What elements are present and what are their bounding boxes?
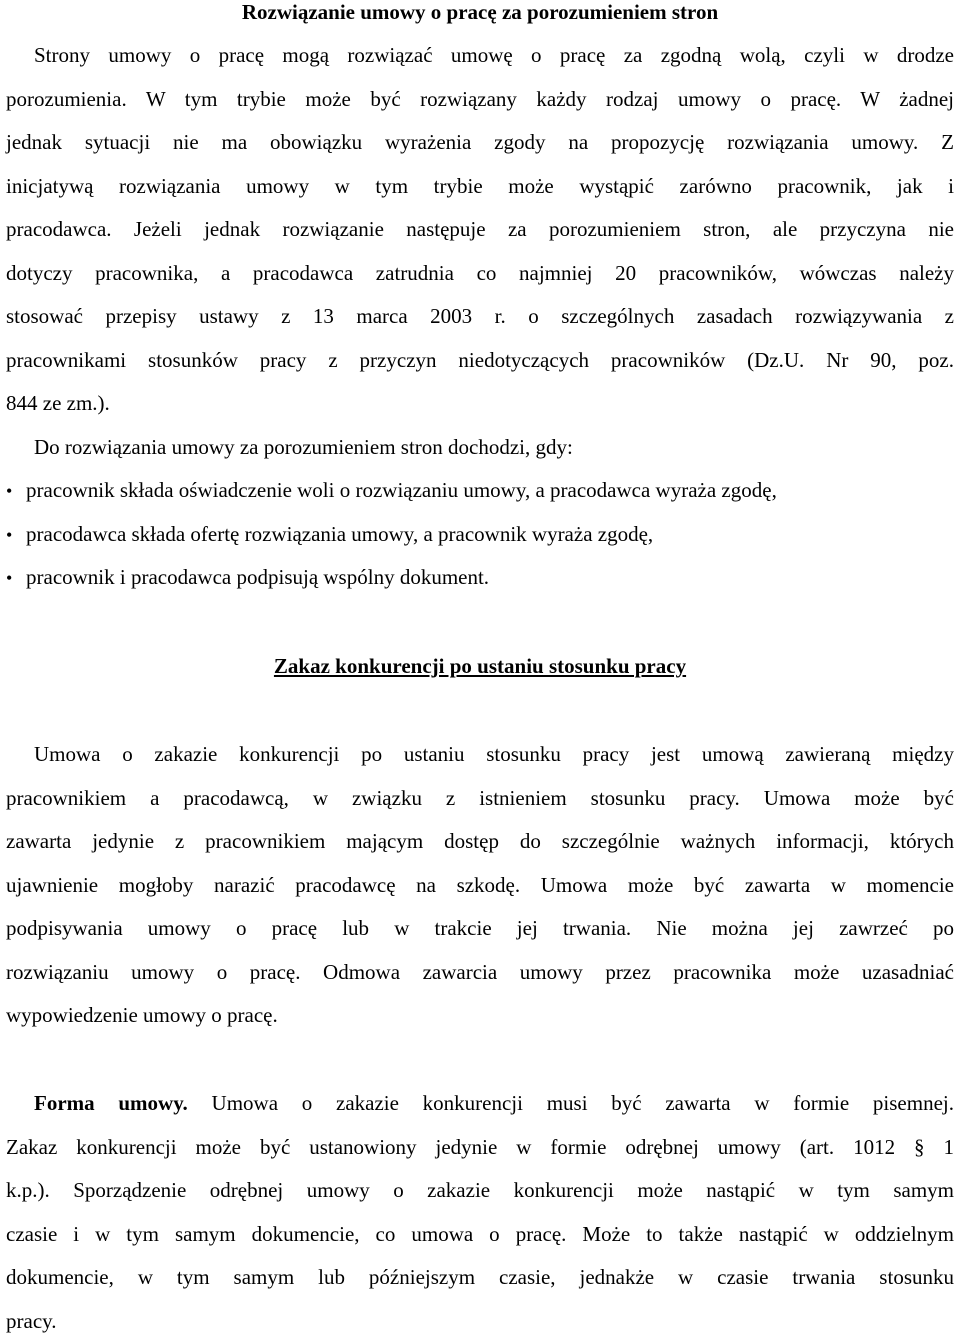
paragraph-line: dokumencie, w tym samym lub późniejszym czasie, jednakże w czasie trwania stosunku bbox=[6, 1265, 954, 1289]
list-item-text: pracownik i pracodawca podpisują wspólny dokument. bbox=[26, 565, 490, 589]
list-intro: Do rozwiązania umowy za porozumieniem stron dochodzi, gdy: bbox=[34, 435, 573, 459]
paragraph-line: jednak sytuacji nie ma obowiązku wyrażenia zgody na propozycję rozwiązania umowy. Z bbox=[6, 130, 954, 154]
paragraph-line: pracodawca. Jeżeli jednak rozwiązanie następuje za porozumieniem stron, ale przyczyna nie bbox=[6, 217, 954, 241]
paragraph-line: pracownikami stosunków pracy z przyczyn niedotyczących pracowników (Dz.U. Nr 90, poz. bbox=[6, 348, 954, 372]
forma-first-line-text: Umowa o zakazie konkurencji musi być zawarta w formie pisemnej. bbox=[211, 1091, 954, 1115]
paragraph-line: pracownikiem a pracodawcą, w związku z istnieniem stosunku pracy. Umowa może być bbox=[6, 786, 954, 810]
paragraph-line: inicjatywą rozwiązania umowy w tym trybie może wystąpić zarówno pracownik, jak i bbox=[6, 174, 954, 198]
paragraph-line: 844 ze zm.). bbox=[6, 391, 110, 415]
paragraph-line: podpisywania umowy o pracę lub w trakcie jej trwania. Nie można jej zawrzeć po bbox=[6, 916, 954, 940]
section-title: Zakaz konkurencji po ustaniu stosunku pracy bbox=[273, 654, 687, 678]
list-item bbox=[6, 476, 954, 505]
paragraph-line: wypowiedzenie umowy o pracę. bbox=[6, 1003, 278, 1027]
paragraph-line: Umowa o zakazie konkurencji po ustaniu stosunku pracy jest umową zawieraną między bbox=[34, 742, 954, 766]
paragraph-line: rozwiązaniu umowy o pracę. Odmowa zawarcia umowy przez pracownika może uzasadniać bbox=[6, 960, 954, 984]
paragraph-line: ujawnienie mogłoby narazić pracodawcę na szkodę. Umowa może być zawarta w momencie bbox=[6, 873, 954, 897]
paragraph-line: k.p.). Sporządzenie odrębnej umowy o zakazie konkurencji może nastąpić w tym samym bbox=[6, 1178, 954, 1202]
paragraph-line: porozumienia. W tym trybie może być rozwiązany każdy rodzaj umowy o pracę. W żadnej bbox=[6, 87, 954, 111]
section-title: Rozwiązanie umowy o pracę za porozumieniem stron bbox=[241, 0, 719, 24]
forma-label: Forma umowy. bbox=[34, 1091, 188, 1115]
paragraph-line: czasie i w tym samym dokumencie, co umowa o pracę. Może to także nastąpić w oddzielnym bbox=[6, 1222, 954, 1246]
paragraph-line: stosować przepisy ustawy z 13 marca 2003 r. o szczególnych zasadach rozwiązywania z bbox=[6, 304, 954, 328]
list-item-text: pracownik składa oświadczenie woli o rozwiązaniu umowy, a pracodawca wyraża zgodę, bbox=[26, 478, 777, 502]
bullet-icon: • bbox=[6, 568, 13, 588]
paragraph-line: zawarta jedynie z pracownikiem mającym dostęp do szczególnie ważnych informacji, których bbox=[6, 829, 954, 853]
bullet-icon: • bbox=[6, 481, 13, 501]
paragraph-line: dotyczy pracownika, a pracodawca zatrudnia co najmniej 20 pracowników, wówczas należy bbox=[6, 261, 954, 285]
list-item bbox=[6, 520, 954, 549]
paragraph-line: Zakaz konkurencji może być ustanowiony jedynie w formie odrębnej umowy (art. 1012 § 1 bbox=[6, 1135, 954, 1159]
bullet-icon: • bbox=[6, 525, 13, 545]
list-item bbox=[6, 563, 954, 592]
paragraph-line: pracy. bbox=[6, 1309, 57, 1333]
list-item-text: pracodawca składa ofertę rozwiązania umowy, a pracownik wyraża zgodę, bbox=[26, 522, 654, 546]
paragraph-line: Strony umowy o pracę mogą rozwiązać umowę o pracę za zgodną wolą, czyli w drodze bbox=[34, 43, 954, 67]
paragraph-line bbox=[34, 1089, 954, 1117]
